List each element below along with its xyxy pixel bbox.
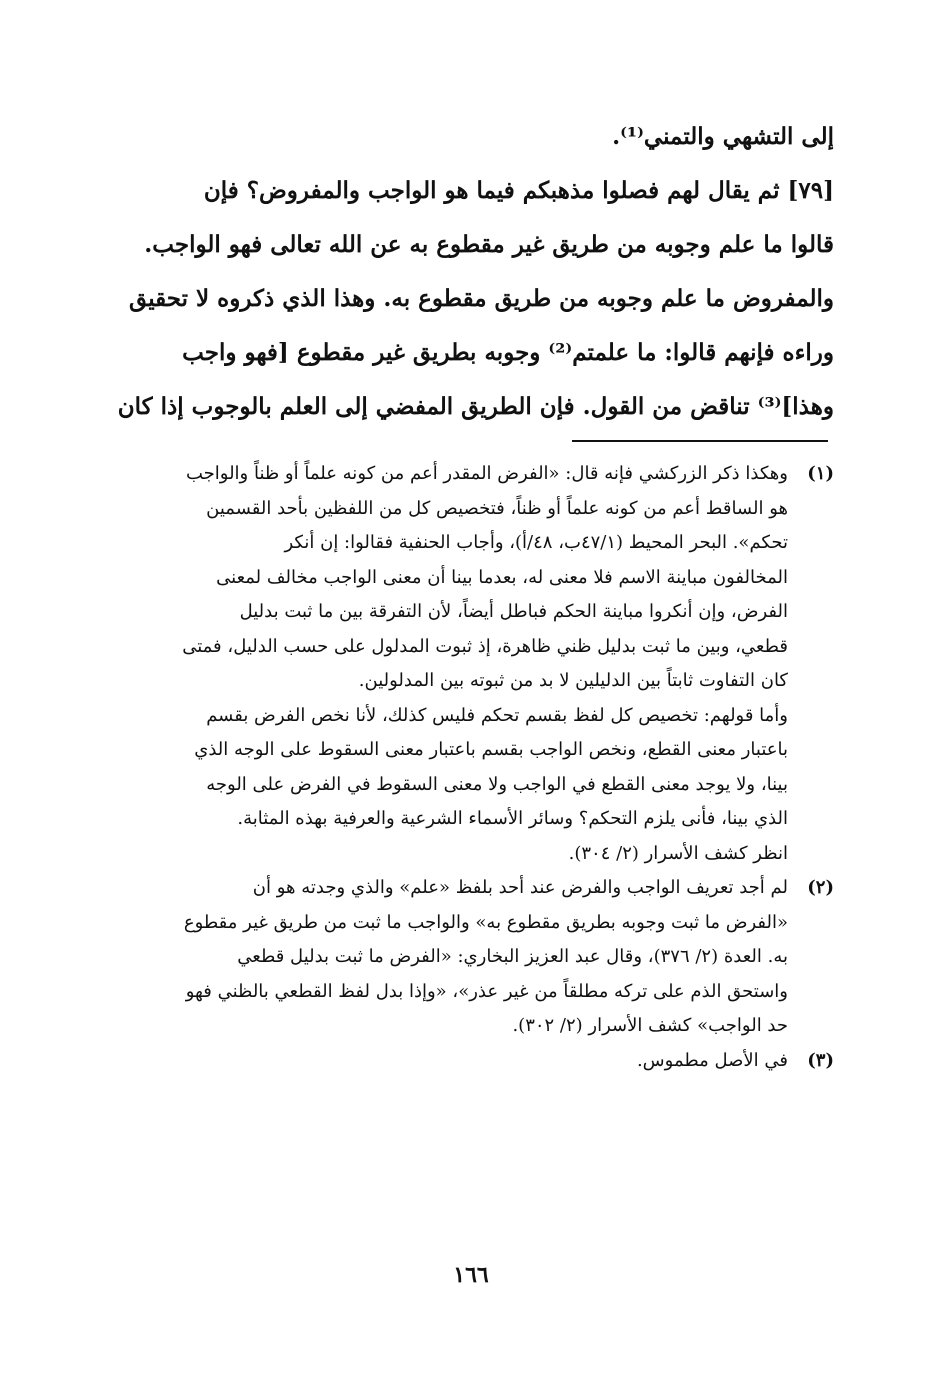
footnote-body	[106, 1044, 788, 1079]
footnote-line: وهكذا ذكر الزركشي فإنه قال: «الفرض المقدر أعم من كونه علماً أو ظناً والواجب	[185, 463, 788, 484]
main-text-line: وهذا]⁽³⁾ تناقض من القول. فإن الطريق المفضي إلى العلم بالوجوب إذا كان	[117, 393, 834, 420]
footnote-line: لم أجد تعريف الواجب والفرض عند أحد بلفظ «علم» والذي وجدته هو أن	[252, 877, 788, 898]
footnote-line: واستحق الذم على تركه مطلقاً من غير عذر»، «وإذا بدل لفظ القطعي بالظني فهو	[185, 980, 788, 1002]
footnote-body	[106, 871, 788, 1044]
main-text-line: وراءه فإنهم قالوا: ما علمتم⁽²⁾ وجوبه بطريق غير مقطوع [فهو واجب	[182, 339, 834, 366]
footnote-line: وأما قولهم: تخصيص كل لفظ بقسم تحكم فليس كذلك، لأنا نخص الفرض بقسم	[206, 704, 788, 726]
footnote-line: المخالفون مباينة الاسم فلا معنى له، بعدما بينا أن معنى الواجب مخالف لمعنى	[216, 566, 788, 588]
footnote-line: هو الساقط أعم من كونه علماً أو ظناً، فتخصيص كل من اللفظين بأحد القسمين	[206, 497, 788, 519]
footnote-number: (٣)	[807, 1049, 834, 1071]
footnote-separator	[572, 440, 828, 442]
footnote-line: به. العدة (٢/ ٣٧٦)، وقال عبد العزيز البخاري: «الفرض ما ثبت بدليل قطعي	[237, 946, 788, 967]
footnote	[106, 1044, 834, 1079]
footnote-number: (٢)	[807, 877, 834, 898]
main-text-line: إلى التشهي والتمني⁽¹⁾.	[612, 123, 834, 150]
footnote-line: باعتبار معنى القطع، ونخص الواجب بقسم باعتبار معنى السقوط على الوجه الذي	[194, 739, 788, 760]
main-text	[106, 110, 834, 434]
footnote-body	[106, 457, 788, 871]
page-number: ١٦٦	[453, 1262, 489, 1288]
main-text-line: [٧٩] ثم يقال لهم فصلوا مذهبكم فيما هو الواجب والمفروض؟ فإن	[203, 177, 834, 204]
footnote-line: بينا، ولا يوجد معنى القطع في الواجب ولا معنى السقوط في الفرض على الوجه	[206, 773, 788, 795]
footnote-line: قطعي، وبين ما ثبت بدليل ظني ظاهرة، إذ ثبوت المدلول على حسب الدليل، فمتى	[182, 635, 788, 657]
main-text-line: قالوا ما علم وجوبه من طريق غير مقطوع به عن الله تعالى فهو الواجب.	[144, 231, 834, 258]
footnote-line: كان التفاوت ثابتاً بين الدليلين لا بد من ثبوته بين المدلولين.	[358, 670, 788, 691]
footnote-number: (١)	[807, 463, 834, 484]
footnote-line: في الأصل مطموس.	[636, 1049, 788, 1071]
footnote-line: الفرض، وإن أنكروا مباينة الحكم فباطل أيضاً، لأن التفرقة بين ما ثبت بدليل	[239, 601, 788, 622]
footnote-line: انظر كشف الأسرار (٢/ ٣٠٤).	[568, 842, 788, 864]
footnote-line: حد الواجب» كشف الأسرار (٢/ ٣٠٢).	[512, 1015, 788, 1036]
main-text-line: والمفروض ما علم وجوبه من طريق مقطوع به. وهذا الذي ذكروه لا تحقيق	[129, 285, 834, 312]
footnote-line: تحكم». البحر المحيط (٤٧/١ب، ٤٨/أ)، وأجاب الحنفية فقالوا: إن أنكر	[284, 532, 788, 553]
footnote-line: «الفرض ما ثبت وجوبه بطريق مقطوع به» والواجب ما ثبت من طريق غير مقطوع	[183, 911, 788, 933]
footnote	[106, 457, 834, 871]
footnote	[106, 871, 834, 1044]
footnote-line: الذي بينا، فأنى يلزم التحكم؟ وسائر الأسماء الشرعية والعرفية بهذه المثابة.	[237, 808, 788, 829]
footnotes	[106, 457, 834, 1078]
